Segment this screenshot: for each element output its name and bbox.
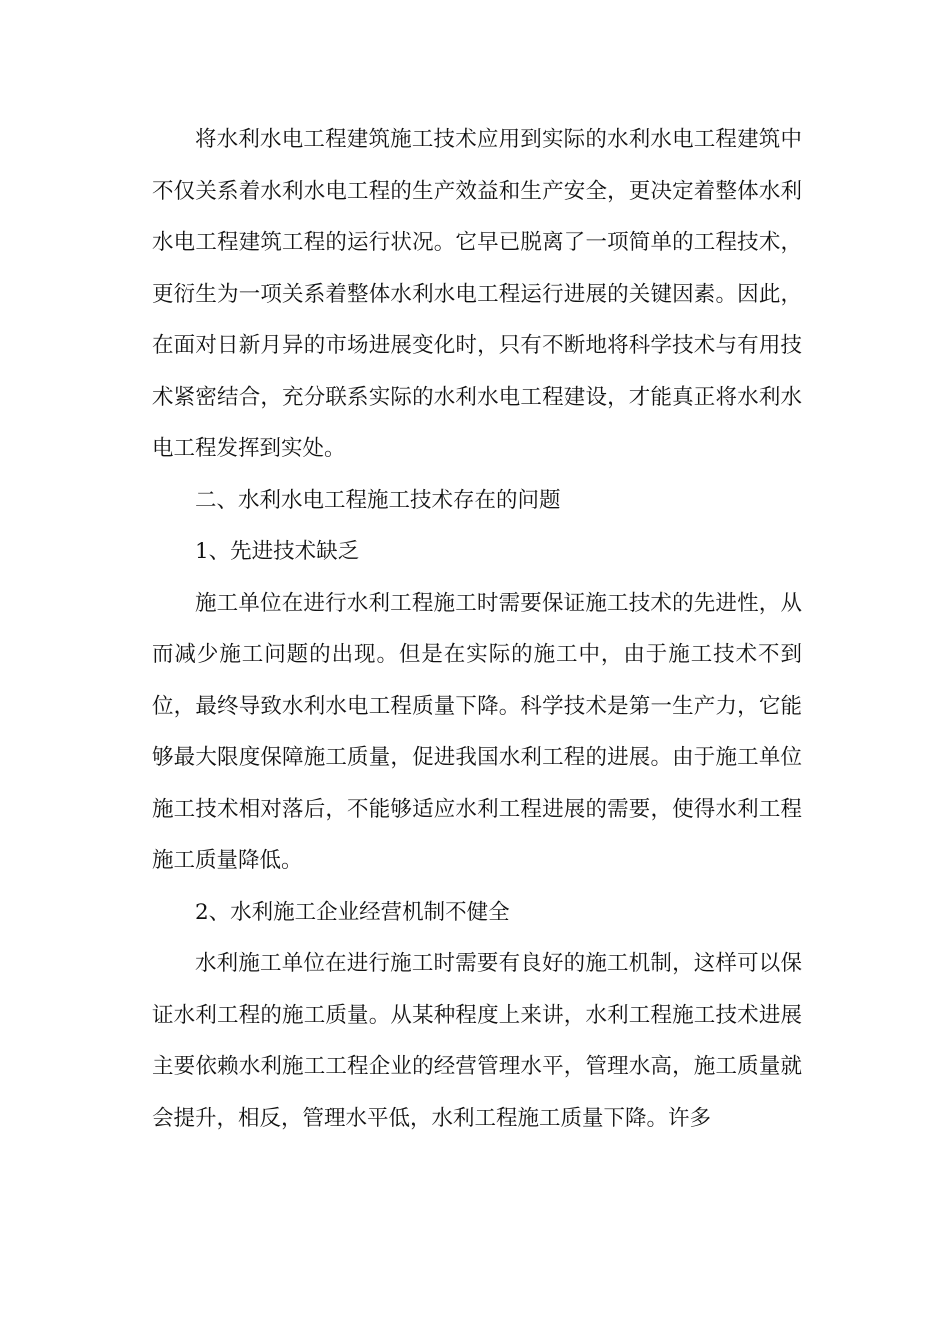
body-paragraph: 水利施工单位在进行施工时需要有良好的施工机制，这样可以保证水利工程的施工质量。从某种程度上来讲，水利工程施工技术进展主要依赖水利施工工程企业的经营管理水平，管理水高，施工质量就会提升，相反，管理水平低，水利工程施工质量下降。许多: [152, 951, 802, 1131]
subsection-heading: 2、水利施工企业经营机制不健全: [195, 899, 510, 925]
subsection-heading: 1、先进技术缺乏: [195, 539, 360, 564]
body-paragraph: 将水利水电工程建筑施工技术应用到实际的水利水电工程建筑中不仅关系着水利水电工程的生产效益和生产安全，更决定着整体水利水电工程建筑工程的运行状况。它早已脱离了一项简单的工程技术，更衍生为一项关系着整体水利水电工程运行进展的关键因素。因此，在面对日新月异的市场进展变化时，只有不断地将科学技术与有用技术紧密结合，充分联系实际的水利水电工程建设，才能真正将水利水电工程发挥到实处。: [152, 127, 802, 461]
document-body: [152, 114, 802, 1144]
body-paragraph: 施工单位在进行水利工程施工时需要保证施工技术的先进性，从而减少施工问题的出现。但是在实际的施工中，由于施工技术不到位，最终导致水利水电工程质量下降。科学技术是第一生产力，它能够最大限度保障施工质量，促进我国水利工程的进展。由于施工单位施工技术相对落后，不能够适应水利工程进展的需要，使得水利工程施工质量降低。: [152, 590, 802, 873]
section-heading: 二、水利水电工程施工技术存在的问题: [195, 487, 561, 513]
